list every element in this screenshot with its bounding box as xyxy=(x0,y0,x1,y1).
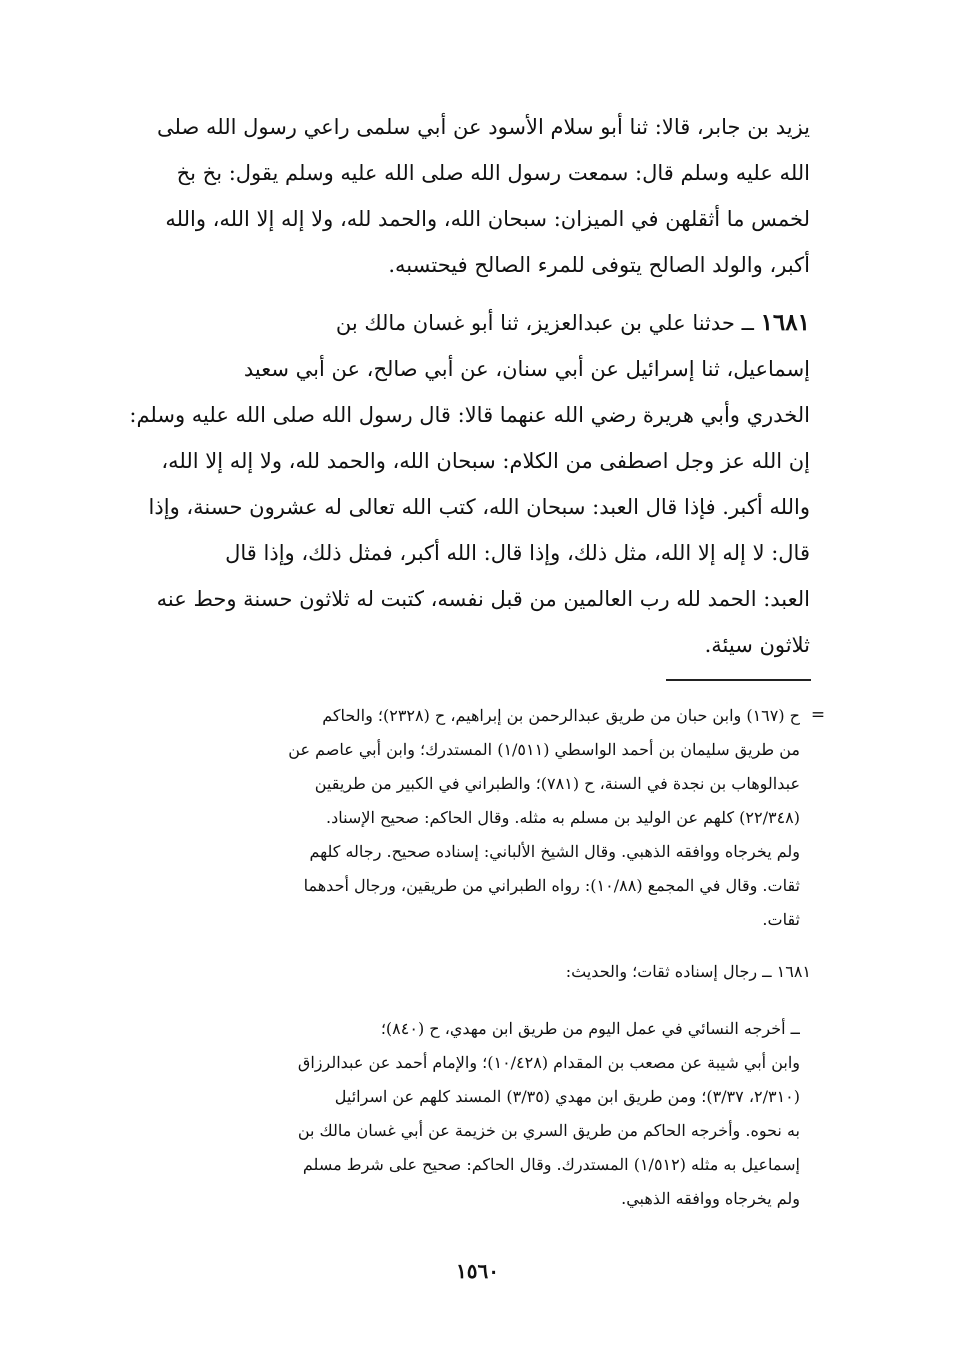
text-line: الخدري وأبي هريرة رضي الله عنهما قالا: قال رسول الله صلى الله عليه وسلم: xyxy=(129,403,810,427)
footnote-line: عبدالوهاب بن نجدة في السنة، ح (٧٨١)؛ والطبراني في الكبير من طريقين xyxy=(314,774,800,793)
footnote-line: (٢/٣١٠، ٣/٣٧)؛ ومن طريق ابن مهدي (٣/٣٥) المسند كلهم عن اسرائيل xyxy=(334,1087,800,1106)
hadith-first-line xyxy=(110,300,810,346)
footnote-continuation xyxy=(110,699,800,937)
footnote-line: به نحوه. وأخرجه الحاكم من طريق السري بن خزيمة عن أبي غسان مالك بن xyxy=(297,1121,800,1140)
text-line: إن الله عز وجل اصطفى من الكلام: سبحان الله، والحمد لله، ولا إله إلا الله، xyxy=(161,449,810,473)
footnote-line: ولم يخرجاه ووافقه الذهبي. وقال الشيخ الألباني: إسناده صحيح. رجاله كلهم xyxy=(309,842,800,861)
text-line: والله أكبر. فإذا قال العبد: سبحان الله، كتب الله تعالى له عشرون حسنة، وإذا xyxy=(148,495,810,519)
footnote-heading: ١٦٨١ ــ رجال إسناده ثقات؛ والحديث: xyxy=(565,962,811,981)
footnote-separator xyxy=(666,679,811,681)
text-line: يزيد بن جابر، قالا: ثنا أبو سلام الأسود عن أبي سلمى راعي رسول الله صلى xyxy=(157,115,810,139)
text-line: أكبر، والولد الصالح يتوفى للمرء الصالح فيحتسبه. xyxy=(388,253,810,277)
text-line: قال: لا إله إلا الله، مثل ذلك، وإذا قال: الله أكبر، فمثل ذلك، وإذا قال xyxy=(225,541,810,565)
footnote-line: ثقات. وقال في المجمع (١٠/٨٨): رواه الطبراني من طريقين، ورجال أحدهما xyxy=(303,876,800,895)
text-line: لخمس ما أثقلهن في الميزان: سبحان الله، والحمد لله، ولا إله إلا الله، والله xyxy=(165,207,810,231)
footnote-body xyxy=(110,1012,800,1216)
footnote-line: ــ أخرجه النسائي في عمل اليوم من طريق ابن مهدي، ح (٨٤٠)؛ xyxy=(380,1019,800,1038)
text-line: الله عليه وسلم قال: سمعت رسول الله صلى الله عليه وسلم يقول: بخ بخ xyxy=(176,161,810,185)
footnote-line: ثقات. xyxy=(762,910,800,929)
hadith-first-line-text: ــ حدثنا علي بن عبدالعزيز، ثنا أبو غسان مالك بن xyxy=(335,311,754,335)
hadith-number: ١٦٨١ xyxy=(760,309,810,336)
main-paragraph-top xyxy=(110,104,810,288)
hadith-paragraph xyxy=(110,300,810,668)
page-number: ١٥٦٠ xyxy=(456,1259,499,1283)
footnote-line: إسماعيل به مثله (١/٥١٢) المستدرك. وقال الحاكم: صحيح على شرط مسلم xyxy=(302,1155,800,1174)
text-line: ثلاثون سيئة. xyxy=(704,633,810,657)
footnote-line: ح (١٦٧) وابن حبان من طريق عبدالرحمن بن إبراهيم، ح (٢٣٢٨)؛ والحاكم xyxy=(322,706,800,725)
text-line: إسماعيل، ثنا إسرائيل عن أبي سنان، عن أبي صالح، عن أبي سعيد xyxy=(243,357,810,381)
text-line: العبد: الحمد لله رب العالمين من قبل نفسه، كتبت له ثلاثون حسنة وحط عنه xyxy=(156,587,810,611)
footnote-continuation-marker: = xyxy=(810,705,826,725)
footnote-line: من طريق سليمان بن أحمد الواسطي (١/٥١١) المستدرك؛ وابن أبي عاصم عن xyxy=(288,740,800,759)
footnote-line: ولم يخرجاه ووافقه الذهبي. xyxy=(621,1189,800,1208)
footnote-line: وابن أبي شيبة عن مصعب بن المقدام (١٠/٤٢٨)؛ والإمام أحمد عن عبدالرزاق xyxy=(297,1053,800,1072)
footnote-line: (٢٢/٣٤٨) كلهم عن الوليد بن مسلم به مثله. وقال الحاكم: صحيح الإسناد. xyxy=(326,808,800,827)
